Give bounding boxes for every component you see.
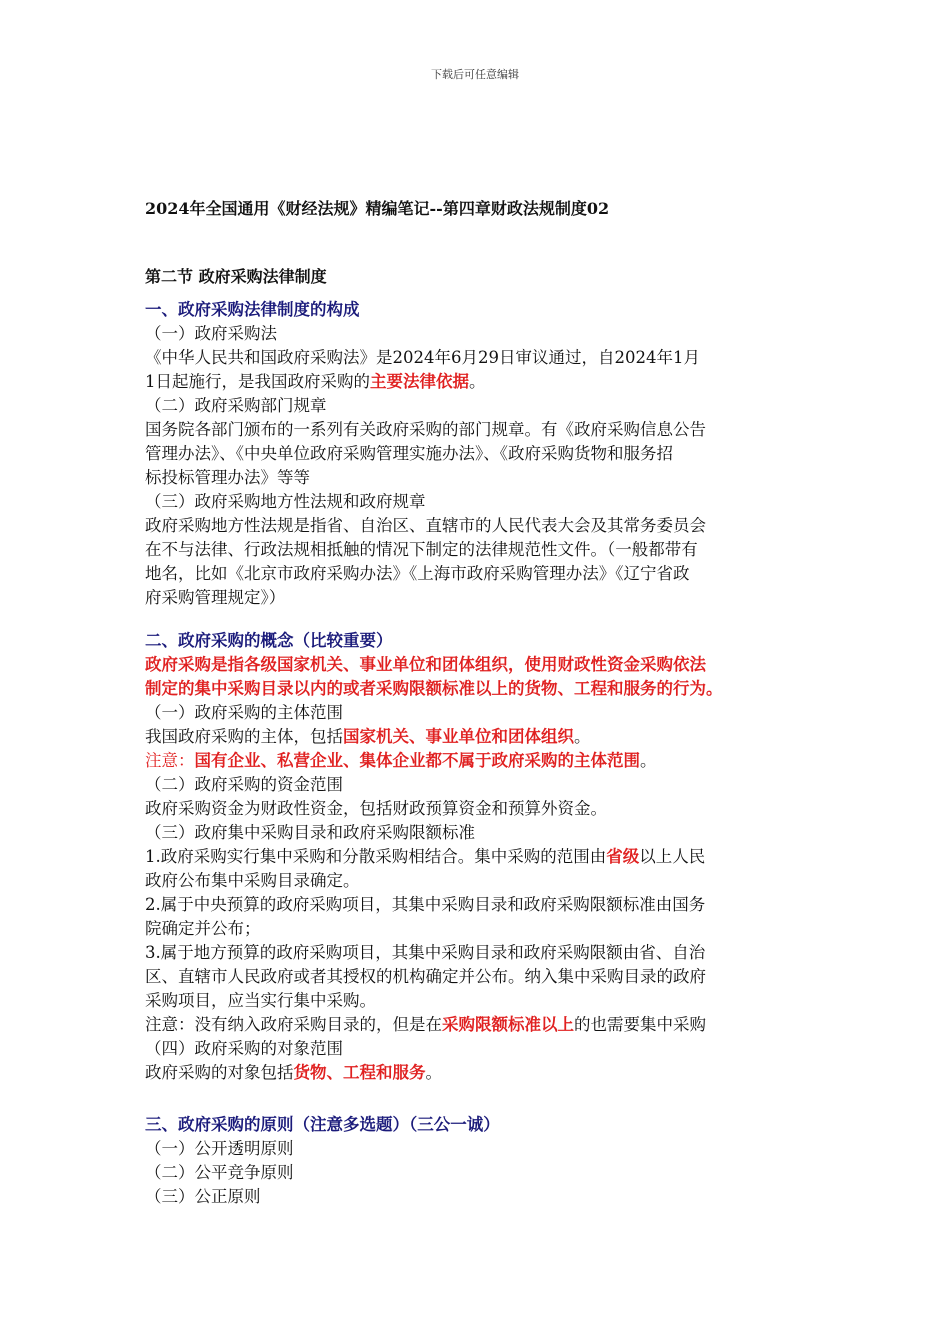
note-label: 注意： [145, 751, 195, 770]
text: 以上人民 [639, 847, 706, 866]
paragraph-line: 《中华人民共和国政府采购法》是2024年6月29日审议通过，自2024年1月 [145, 348, 700, 367]
subheading: （二）公平竞争原则 [145, 1163, 294, 1182]
paragraph-line: 在不与法律、行政法规相抵触的情况下制定的法律规范性文件。（一般都带有 [145, 540, 698, 559]
paragraph-line: 政府采购资金为财政性资金，包括财政预算资金和预算外资金。 [145, 799, 607, 818]
paragraph-line: 管理办法》、《中央单位政府采购管理实施办法》、《政府采购货物和服务招 [145, 444, 673, 463]
paragraph-line: 采购项目，应当实行集中采购。 [145, 991, 376, 1010]
text: 的也需要集中采购 [574, 1015, 706, 1034]
note-line [145, 1013, 810, 1037]
subheading: （一）公开透明原则 [145, 1139, 294, 1158]
part-3-heading: 三、政府采购的原则（注意多选题）（三公一诚） [145, 1115, 500, 1134]
text: 我国政府采购的主体，包括 [145, 727, 343, 746]
paragraph-line: 府采购管理规定》） [145, 588, 286, 607]
highlight-text: 货物、工程和服务 [293, 1063, 426, 1082]
definition-line: 制定的集中采购目录以内的或者采购限额标准以上的货物、工程和服务的行为。 [145, 679, 723, 698]
subheading: （三）公正原则 [145, 1187, 261, 1206]
highlight-text: 主要法律依据 [370, 372, 469, 391]
paragraph-line: 标投标管理办法》等等 [145, 468, 310, 487]
paragraph-line: 2.属于中央预算的政府采购项目，其集中采购目录和政府采购限额标准由国务 [145, 895, 706, 914]
subheading: （三）政府采购地方性法规和政府规章 [145, 492, 426, 511]
highlight-text: 国家机关、事业单位和团体组织 [343, 727, 574, 746]
subheading: （二）政府采购的资金范围 [145, 775, 343, 794]
subheading: （一）政府采购的主体范围 [145, 703, 343, 722]
text: 政府采购的对象包括 [145, 1063, 294, 1082]
paragraph-line: 政府公布集中采购目录确定。 [145, 871, 360, 890]
text: 。 [469, 372, 486, 391]
paragraph-line: 区、直辖市人民政府或者其授权的机构确定并公布。纳入集中采购目录的政府 [145, 967, 706, 986]
text: 。 [640, 751, 657, 770]
part-2 [145, 629, 810, 1085]
paragraph-line [145, 725, 810, 749]
subheading: （三）政府集中采购目录和政府采购限额标准 [145, 823, 475, 842]
page-header: 下载后可任意编辑 [431, 68, 519, 81]
text: 注意：没有纳入政府采购目录的，但是在 [145, 1015, 442, 1034]
part-1-heading: 一、政府采购法律制度的构成 [145, 300, 360, 319]
paragraph-line [145, 370, 810, 394]
paragraph-line [145, 845, 810, 869]
part-1 [145, 298, 810, 610]
section-title: 第二节 政府采购法律制度 [145, 267, 327, 286]
text: 1.政府采购实行集中采购和分散采购相结合。集中采购的范围由 [145, 847, 607, 866]
text: 1日起施行，是我国政府采购的 [145, 372, 370, 391]
part-3 [145, 1113, 810, 1209]
note-line [145, 749, 810, 773]
paragraph-line: 地名，比如《北京市政府采购办法》《上海市政府采购管理办法》《辽宁省政 [145, 564, 690, 583]
text: 。 [574, 727, 591, 746]
paragraph-line: 国务院各部门颁布的一系列有关政府采购的部门规章。有《政府采购信息公告 [145, 420, 706, 439]
subheading: （一）政府采购法 [145, 324, 277, 343]
paragraph-line: 3.属于地方预算的政府采购项目，其集中采购目录和政府采购限额由省、自治 [145, 943, 706, 962]
subheading: （二）政府采购部门规章 [145, 396, 327, 415]
paragraph-line: 政府采购地方性法规是指省、自治区、直辖市的人民代表大会及其常务委员会 [145, 516, 706, 535]
paragraph-line: 院确定并公布； [145, 919, 261, 938]
document-title: 2024年全国通用《财经法规》精编笔记--第四章财政法规制度02 [145, 199, 610, 218]
subheading: （四）政府采购的对象范围 [145, 1039, 343, 1058]
definition-line: 政府采购是指各级国家机关、事业单位和团体组织，使用财政性资金采购依法 [145, 655, 706, 674]
paragraph-line [145, 1061, 810, 1085]
highlight-text: 省级 [606, 847, 640, 866]
highlight-text: 国有企业、私营企业、集体企业都不属于政府采购的主体范围 [194, 751, 640, 770]
part-2-heading: 二、政府采购的概念（比较重要） [145, 631, 393, 650]
highlight-text: 采购限额标准以上 [442, 1015, 574, 1034]
text: 。 [425, 1063, 442, 1082]
